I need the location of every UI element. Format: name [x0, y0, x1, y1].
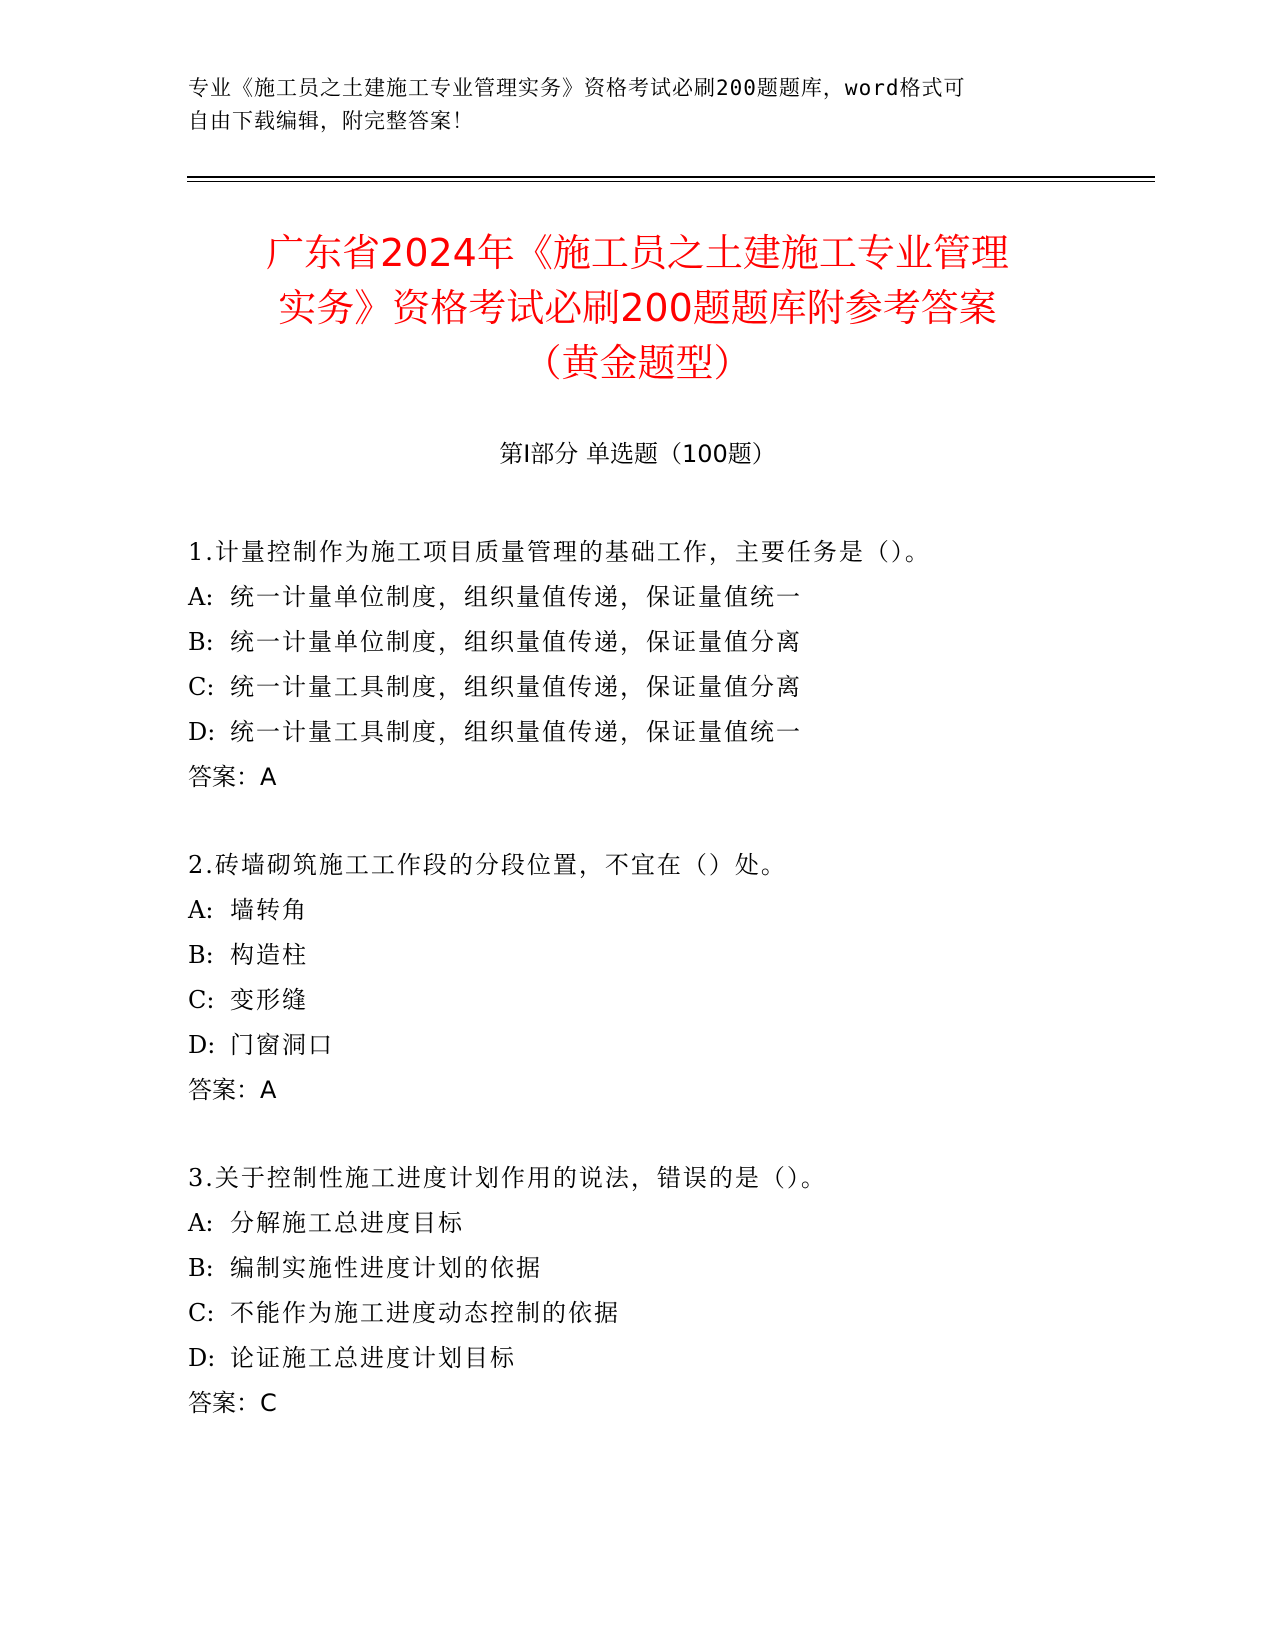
- section-heading: 第Ⅰ部分 单选题（100题）: [499, 440, 776, 468]
- option-key: D:: [188, 1344, 216, 1372]
- option-key: B:: [188, 941, 214, 969]
- option-key: A:: [188, 1209, 214, 1237]
- option-d: [188, 1336, 1188, 1381]
- option-b: [188, 620, 1188, 665]
- option-text: 变形缝: [230, 986, 308, 1014]
- option-c: [188, 1291, 1188, 1336]
- document-title: [150, 226, 1125, 391]
- option-b: [188, 1246, 1188, 1291]
- option-text: 编制实施性进度计划的依据: [230, 1254, 542, 1282]
- header-note-line-2: 自由下载编辑，附完整答案！: [188, 109, 474, 133]
- option-text: 墙转角: [230, 896, 308, 924]
- option-a: [188, 888, 1188, 933]
- option-b: [188, 933, 1188, 978]
- header-note: [188, 72, 1068, 138]
- option-d: [188, 1023, 1188, 1068]
- option-key: A:: [188, 896, 214, 924]
- question-list: [188, 530, 1188, 1469]
- option-a: [188, 575, 1188, 620]
- option-text: 统一计量工具制度，组织量值传递，保证量值统一: [230, 718, 802, 746]
- question-stem: 1.计量控制作为施工项目质量管理的基础工作，主要任务是（）。: [188, 538, 931, 566]
- question-stem: 2.砖墙砌筑施工工作段的分段位置，不宜在（）处。: [188, 851, 787, 879]
- answer-label: 答案：A: [188, 763, 277, 791]
- option-a: [188, 1201, 1188, 1246]
- title-line-3: （黄金题型）: [523, 341, 752, 385]
- option-key: C:: [188, 1299, 215, 1327]
- option-key: C:: [188, 673, 215, 701]
- option-d: [188, 710, 1188, 755]
- question-stem: 3.关于控制性施工进度计划作用的说法，错误的是（）。: [188, 1164, 827, 1192]
- option-text: 分解施工总进度目标: [230, 1209, 464, 1237]
- option-c: [188, 978, 1188, 1023]
- question-2: [188, 843, 1188, 1113]
- option-text: 不能作为施工进度动态控制的依据: [230, 1299, 620, 1327]
- title-line-2: 实务》资格考试必刷200题题库附参考答案: [278, 286, 997, 330]
- question-1: [188, 530, 1188, 800]
- option-text: 构造柱: [230, 941, 308, 969]
- option-key: A:: [188, 583, 214, 611]
- option-text: 统一计量单位制度，组织量值传递，保证量值分离: [230, 628, 802, 656]
- option-key: B:: [188, 1254, 214, 1282]
- option-key: D:: [188, 1031, 216, 1059]
- option-key: C:: [188, 986, 215, 1014]
- header-note-line-1: 专业《施工员之土建施工专业管理实务》资格考试必刷200题题库，word格式可: [188, 76, 966, 100]
- option-text: 门窗洞口: [230, 1031, 334, 1059]
- option-key: D:: [188, 718, 216, 746]
- option-text: 统一计量单位制度，组织量值传递，保证量值统一: [230, 583, 802, 611]
- answer-label: 答案：A: [188, 1076, 277, 1104]
- title-line-1: 广东省2024年《施工员之土建施工专业管理: [266, 231, 1009, 275]
- option-c: [188, 665, 1188, 710]
- option-key: B:: [188, 628, 214, 656]
- header-divider-thick: [187, 176, 1155, 178]
- option-text: 论证施工总进度计划目标: [230, 1344, 516, 1372]
- answer-label: 答案：C: [188, 1389, 277, 1417]
- question-3: [188, 1156, 1188, 1426]
- option-text: 统一计量工具制度，组织量值传递，保证量值分离: [230, 673, 802, 701]
- header-divider-thin: [187, 181, 1155, 182]
